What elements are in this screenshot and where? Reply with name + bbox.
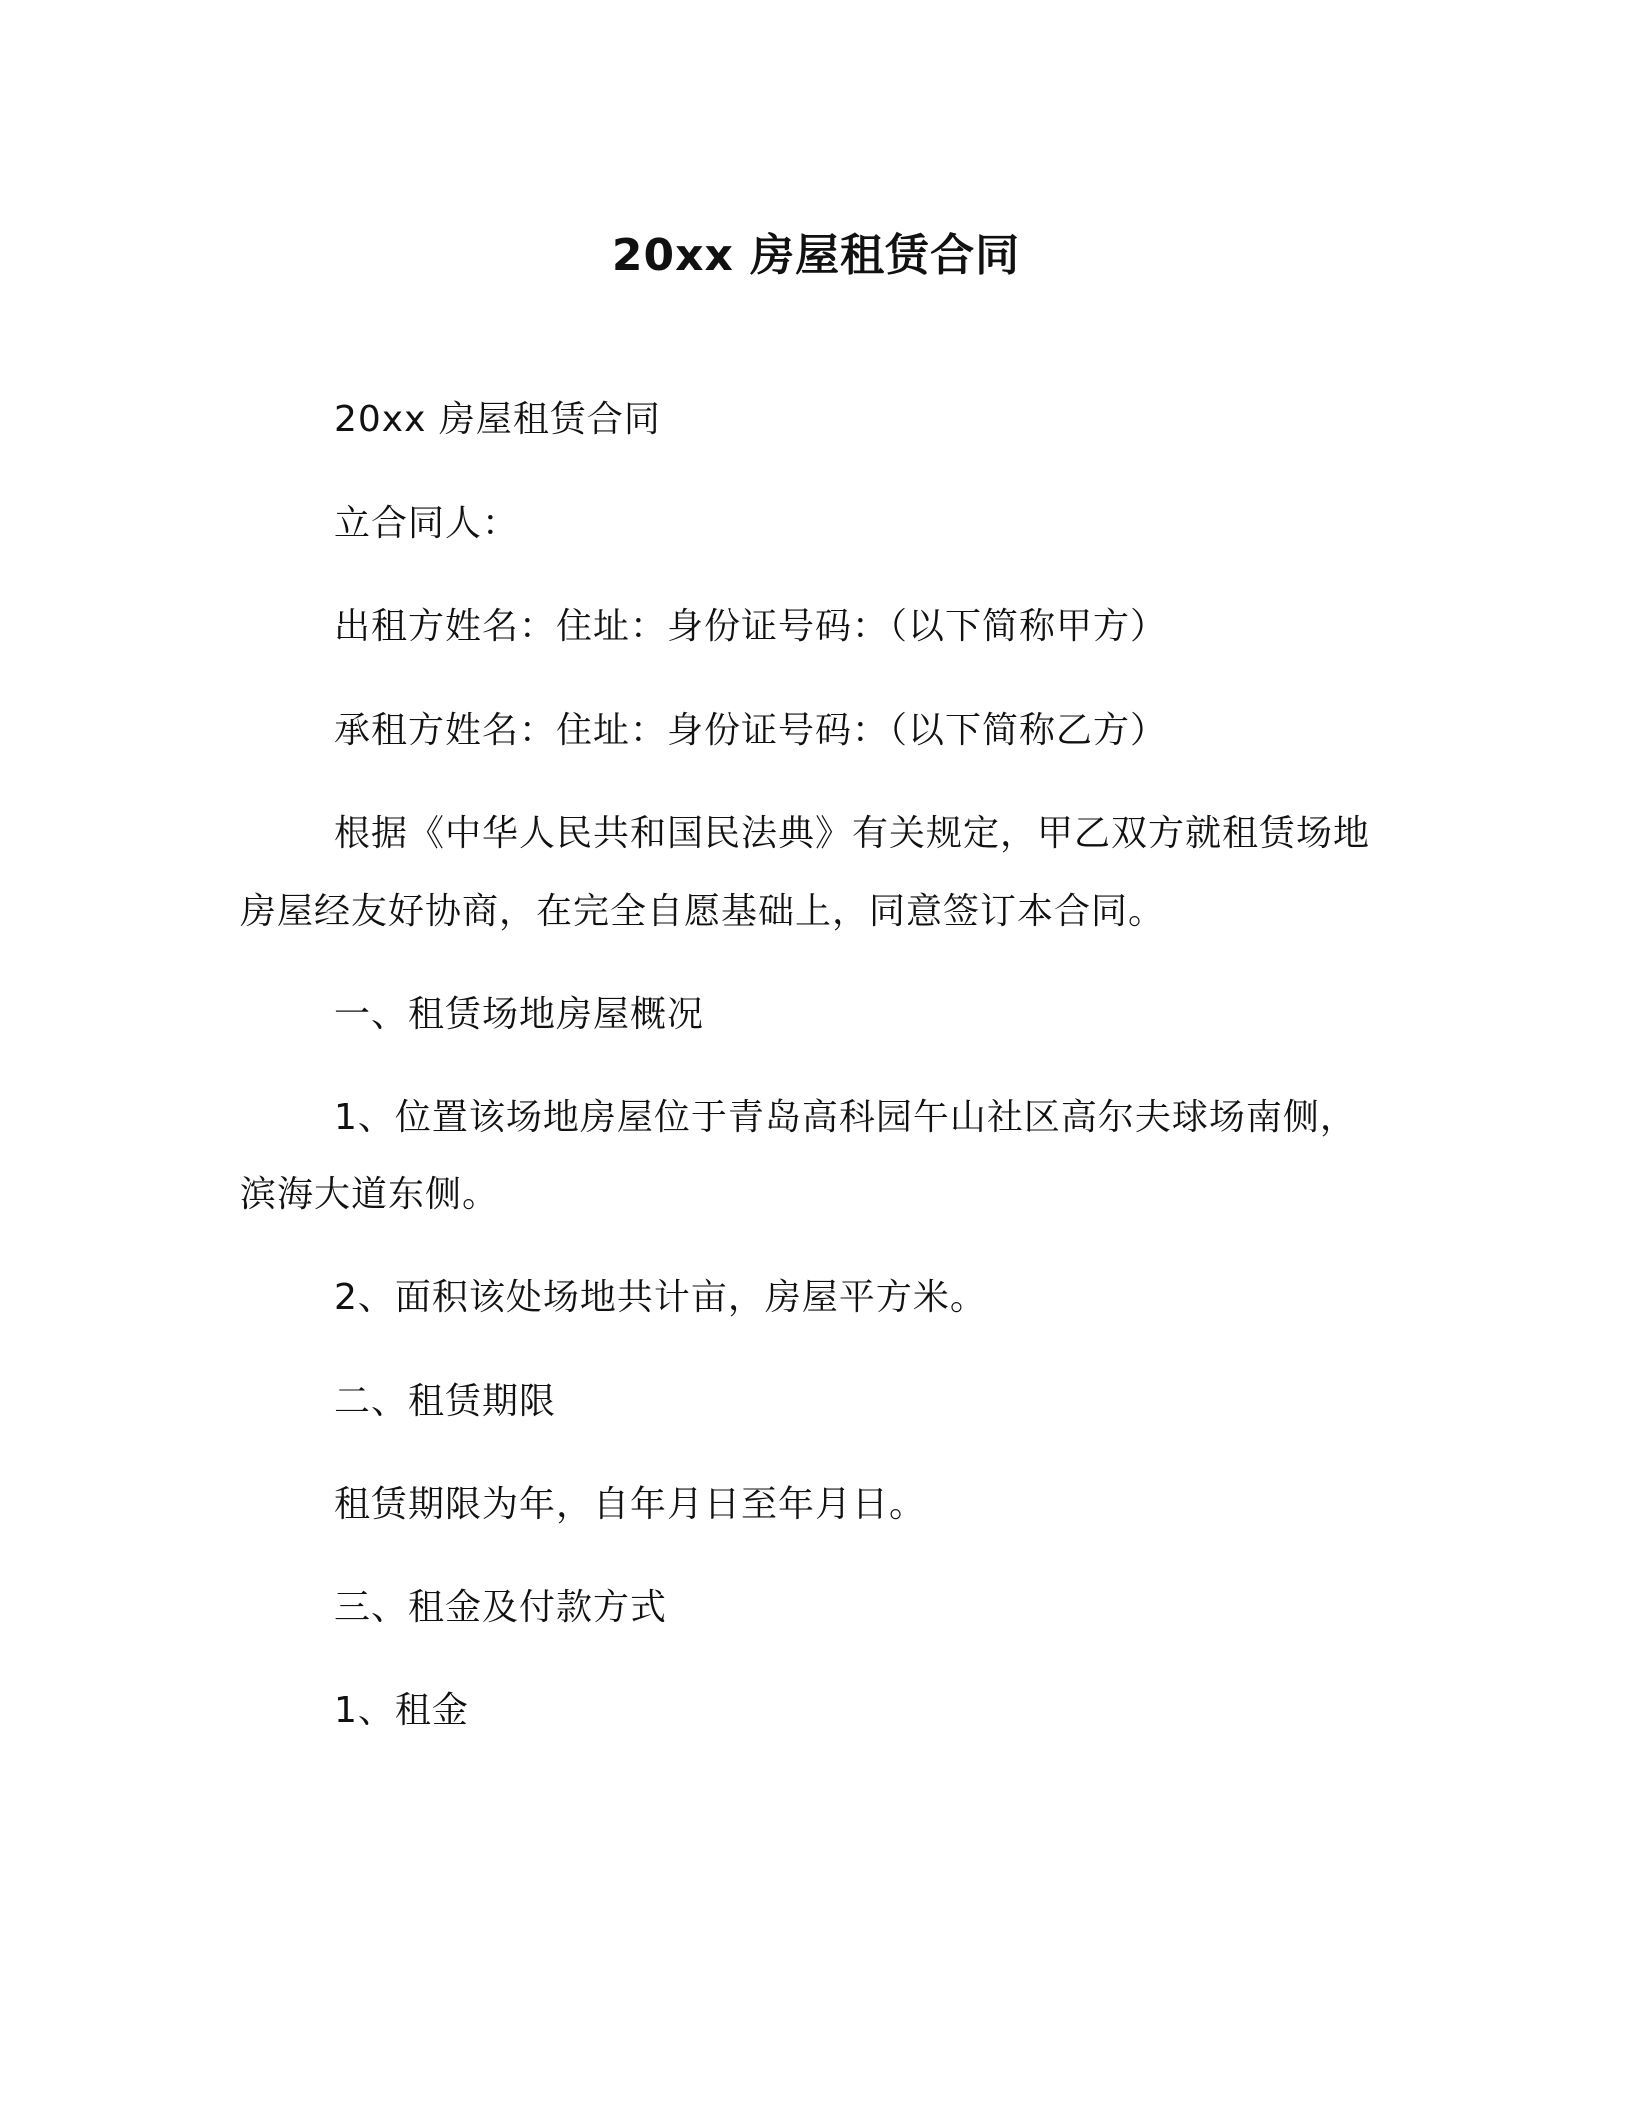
document-title: 20xx 房屋租赁合同 (611, 230, 1021, 281)
section-heading-2: 二、租赁期限 (334, 1381, 557, 1422)
paragraph-basis-line-2: 房屋经友好协商，在完全自愿基础上，同意签订本合同。 (240, 891, 1166, 932)
paragraph-location-line-2: 滨海大道东侧。 (240, 1174, 500, 1215)
paragraph-lessor: 出租方姓名：住址：身份证号码：（以下简称甲方） (334, 606, 1168, 647)
paragraph-rent: 1、租金 (334, 1690, 469, 1731)
paragraph-location-line-1: 1、位置该场地房屋位于青岛高科园午山社区高尔夫球场南侧， (334, 1097, 1357, 1138)
paragraph-basis-line-1: 根据《中华人民共和国民法典》有关规定，甲乙双方就租赁场地 (334, 813, 1371, 854)
section-heading-3: 三、租金及付款方式 (334, 1587, 668, 1628)
section-heading-1: 一、租赁场地房屋概况 (334, 994, 705, 1035)
paragraph-area: 2、面积该处场地共计亩，房屋平方米。 (334, 1277, 987, 1318)
paragraph-subtitle: 20xx 房屋租赁合同 (334, 399, 661, 440)
paragraph-parties-heading: 立合同人： (334, 503, 520, 544)
paragraph-lessee: 承租方姓名：住址：身份证号码：（以下简称乙方） (334, 710, 1168, 751)
paragraph-term: 租赁期限为年，自年月日至年月日。 (334, 1484, 927, 1525)
